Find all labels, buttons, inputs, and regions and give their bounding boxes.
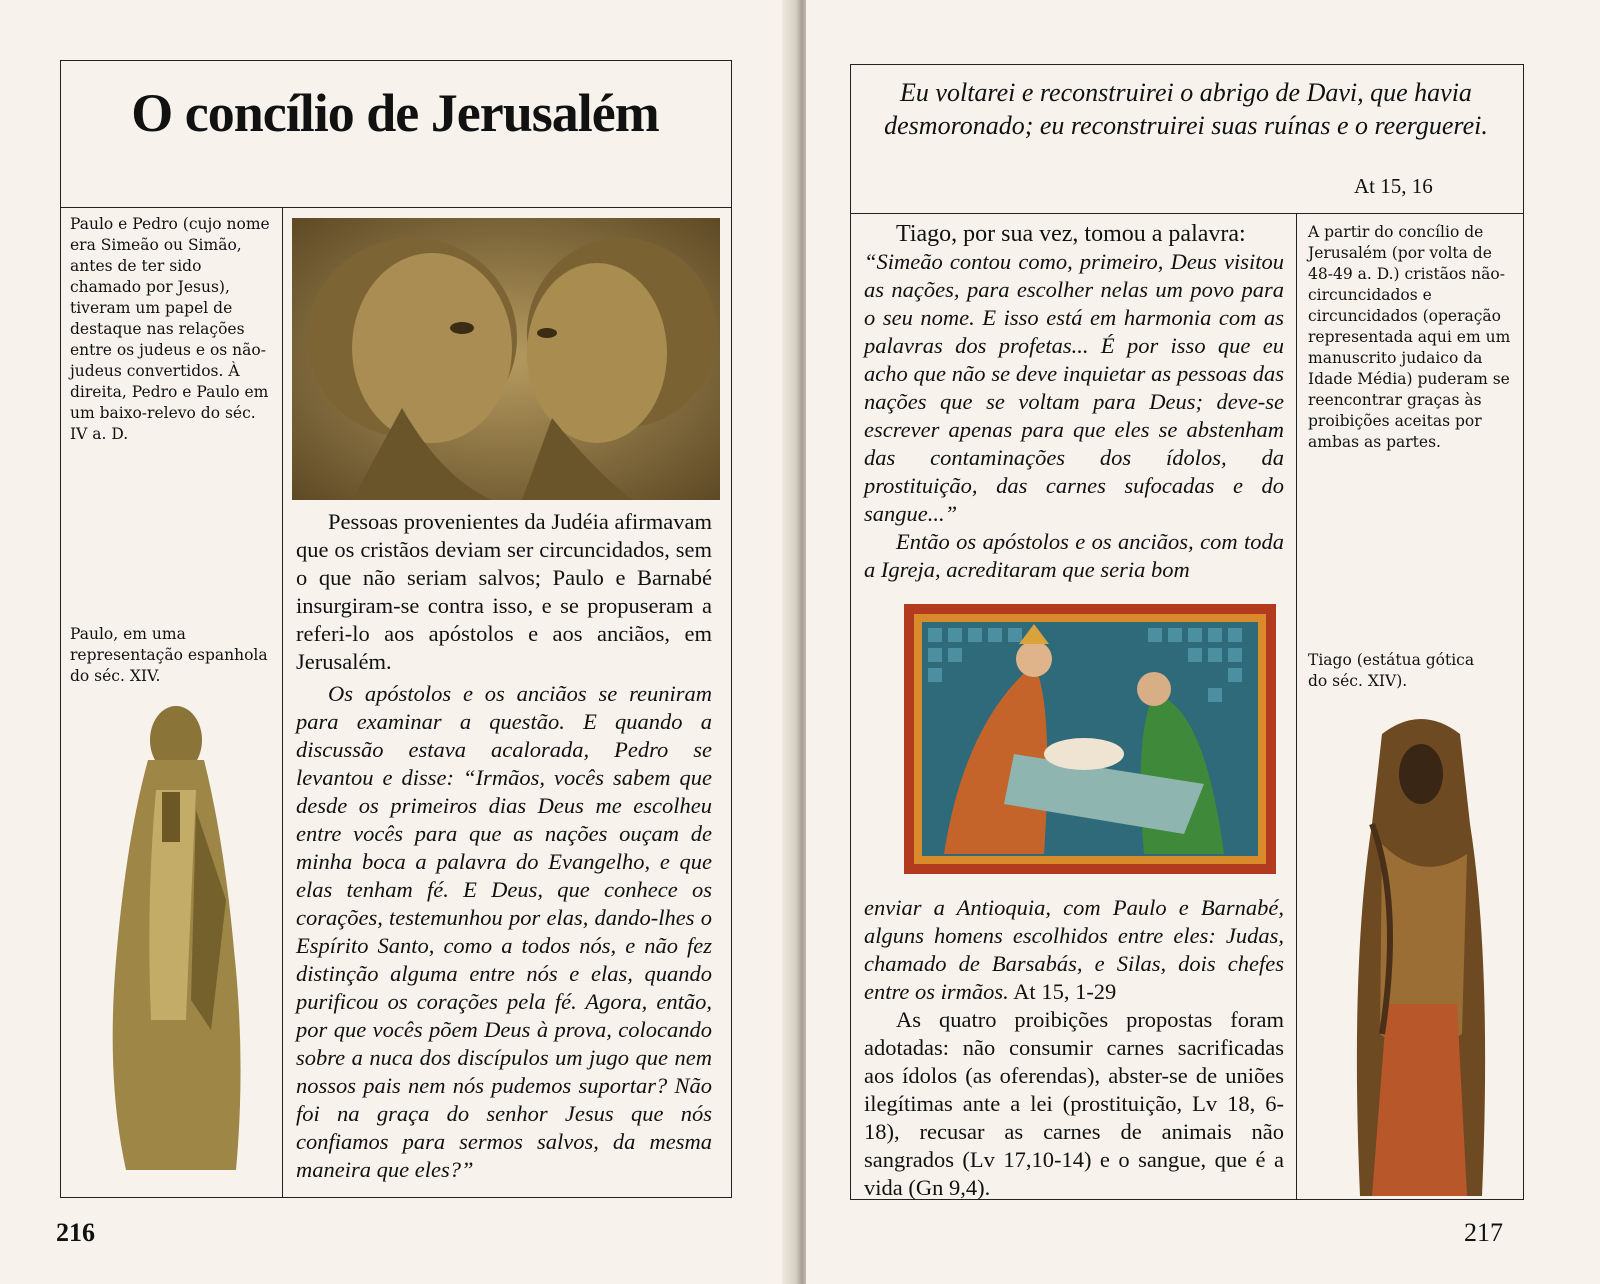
left-title-rule — [60, 207, 732, 208]
right-para2-end: enviar a Antioquia, com Paulo e Barnabé, alguns homens escolhidos entre eles: Judas, chamado de Barsabás, e Silas, dois chefes entre os irmãos. — [864, 895, 1284, 1004]
paul-statue-image — [96, 700, 256, 1170]
right-body-para1 — [864, 220, 1284, 584]
right-body-para2-end — [864, 894, 1284, 1006]
left-para1-text: Pessoas provenientes da Judéia afirmavam que os cristãos deviam ser circuncidados, sem o que não seriam salvos; Paulo e Barnabé insurgiram-se contra isso, e se propuseram a referi-lo aos apóstolos e aos anciãos, em Jerusalém. — [296, 509, 712, 674]
tiago-statue-image — [1342, 704, 1500, 1196]
page-number-left: 216 — [56, 1218, 95, 1247]
right-quote-rule — [850, 213, 1524, 214]
left-body-para1 — [296, 508, 712, 676]
page-number-right: 217 — [1464, 1218, 1503, 1247]
right-page — [806, 0, 1600, 1284]
left-column-rule — [282, 207, 283, 1198]
right-para1-intro: Tiago, por sua vez, tomou a palavra: — [896, 221, 1246, 247]
right-para2-continued — [864, 894, 1284, 1006]
caption-paul-statue: Paulo, em uma representação espanhola do séc. XIV. — [70, 625, 268, 685]
right-para1-quote: “Simeão contou como, primeiro, Deus visitou as nações, para escolher nelas um povo para o seu nome. E isso está em harmonia com as palavras dos profetas... É por isso que eu acho que não se deve inquietar as pessoas das nações que se voltam para Deus; deve-se escrever apenas para que eles se abstenham das contaminações dos ídolos, da prostituição, das carnes sufocadas e do sangue...” — [864, 249, 1284, 526]
caption-manuscript: A partir do concílio de Jerusalém (por volta de 48-49 a. D.) cristãos não-circuncidados e circuncidados (operação representada aqui em um manuscrito judaico da Idade Média) puderam se reencontrar graças às proibições aceitas por ambas as partes. — [1308, 223, 1511, 451]
right-para3-text: As quatro proibições propostas foram adotadas: não consumir carnes sacrificadas aos ídolos (as oferendas), abster-se de uniões ilegítimas ante a lei (prostituição, Lv 18, 6-18), recusar as carnes de animais não sangrados (Lv 17,10-14) e o sangue, que é a vida (Gn 9,4). — [864, 1007, 1284, 1200]
bas-relief-image — [292, 218, 720, 500]
right-column-rule — [1296, 213, 1297, 1200]
caption-tiago-statue: Tiago (estátua gótica do séc. XIV). — [1308, 651, 1475, 690]
right-body-para3 — [864, 1006, 1284, 1202]
caption-peter-paul: Paulo e Pedro (cujo nome era Simeão ou Simão, antes de ter sido chamado por Jesus), tiveram um papel de destaque nas relações entre os judeus e os não-judeus convertidos. À direita, Pedro e Paulo em um baixo-relevo do séc. IV a. D. — [70, 215, 270, 443]
left-body-para2 — [296, 680, 712, 1184]
left-page — [0, 0, 796, 1284]
page-title: O concílio de Jerusalém — [131, 83, 659, 143]
left-para2-text: Os apóstolos e os anciãos se reuniram para examinar a questão. E quando a discussão estava acalorada, Pedro se levantou e disse: “Irmãos, vocês sabem que desde os primeiros dias Deus me escolheu entre vocês para que as nações ouçam de minha boca a palavra do Evangelho, e que elas tenham fé. E Deus, que conhece os corações, testemunhou por elas, dando-lhes o Espírito Santo, como a todos nós, e não fez distinção alguma entre nós e elas, quando purificou os corações pela fé. Agora, então, por que vocês põem Deus à prova, colocando sobre a nuca dos discípulos um jugo que nem nossos pais nem nós pudemos suportar? Não foi na graça do senhor Jesus que nós confiamos para sermos salvos, da mesma maneira que eles?” — [296, 681, 712, 1182]
epigraph-reference: At 15, 16 — [1354, 174, 1433, 198]
manuscript-image — [904, 604, 1276, 874]
right-para2-ref: At 15, 1-29 — [1013, 979, 1117, 1004]
right-para2-start: Então os apóstolos e os anciãos, com toda a Igreja, acreditaram que seria bom — [864, 529, 1284, 582]
epigraph-quote: Eu voltarei e reconstruirei o abrigo de Davi, que havia desmoronado; eu reconstruirei suas ruínas e o reerguerei. — [884, 78, 1488, 140]
